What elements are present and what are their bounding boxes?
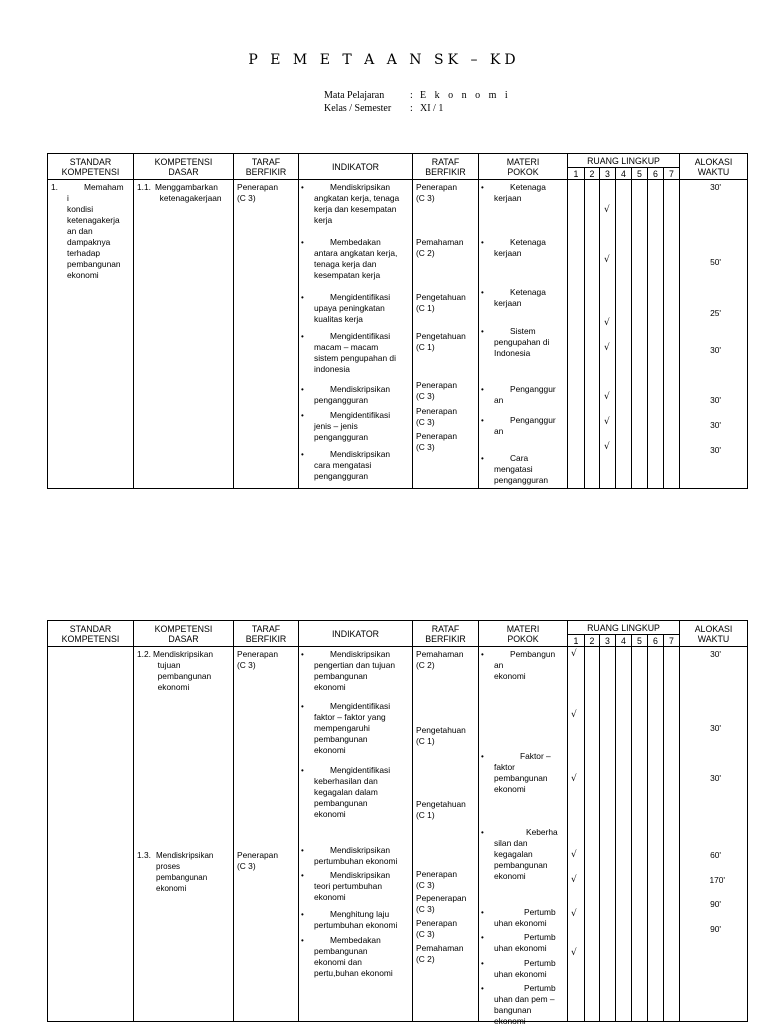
indikator-item: • Mengidentifikasi jenis – jenis pengangguran — [301, 410, 391, 442]
waktu-value: 30' — [710, 395, 722, 405]
header-indikator: INDIKATOR — [299, 154, 413, 180]
rataf-value: Penerapan (C 3) — [416, 431, 457, 452]
sk-cell — [48, 180, 134, 489]
indikator-cell — [299, 180, 413, 489]
header-kompetensi-dasar: KOMPETENSI DASAR — [134, 154, 234, 180]
check-icon: √ — [571, 850, 577, 860]
materi-item: • Faktor – faktor pembangunan ekonomi — [481, 751, 551, 794]
rataf-value: Penerapan (C 3) — [416, 406, 457, 427]
bullet-icon: • — [301, 238, 304, 247]
header-taraf-berfikir: TARAF BERFIKIR — [234, 154, 299, 180]
materi-item: • Pertumb uhan ekonomi — [481, 958, 556, 979]
materi-cell — [479, 647, 568, 1026]
bullet-icon: • — [301, 910, 304, 919]
indikator-item: • Mengidentifikasi macam – macam sistem pengupahan di indonesia — [301, 331, 396, 374]
bullet-icon: • — [481, 650, 484, 659]
header-alokasi-waktu: ALOKASI WAKTU — [680, 154, 748, 180]
check-icon: √ — [604, 442, 610, 452]
kd-text: Mendiskripsikan tujuan pembangunan ekonomi — [153, 649, 214, 692]
waktu-value: 30' — [710, 445, 722, 455]
rataf-value: Pemahaman (C 2) — [416, 649, 464, 670]
materi-item: • Ketenaga kerjaan — [481, 287, 546, 308]
header-ruang-lingkup: RUANG LINGKUP — [568, 621, 680, 635]
check-icon: √ — [571, 948, 577, 958]
sk-number: 1. — [51, 182, 58, 192]
waktu-value: 170' — [709, 875, 726, 885]
rataf-value: Pemahaman (C 2) — [416, 943, 464, 964]
indikator-item: • Mendiskripsikan pengertian dan tujuan pembangunan ekonomi — [301, 649, 396, 692]
bullet-icon: • — [481, 385, 484, 394]
sk-cell — [48, 647, 134, 1022]
header-rl-num: 2 — [585, 168, 600, 180]
rl-col-4 — [616, 647, 632, 1022]
bullet-icon: • — [481, 984, 484, 993]
indikator-item: • Mengidentifikasi upaya peningkatan kualitas kerja — [301, 292, 391, 324]
header-ruang-lingkup: RUANG LINGKUP — [568, 154, 680, 168]
header-rl-num: 3 — [600, 635, 616, 647]
bullet-icon: • — [481, 933, 484, 942]
bullet-icon: • — [481, 238, 484, 247]
rl-col-3 — [600, 647, 616, 1022]
rataf-value: Pengetahuan (C 1) — [416, 292, 466, 313]
subject-label: Mata Pelajaran — [324, 90, 385, 101]
indikator-item: • Mendiskripsikan angkatan kerja, tenaga kerja dan kesempatan kerja — [301, 182, 400, 225]
header-materi-pokok: MATERI POKOK — [479, 621, 568, 647]
header-rl-num: 7 — [664, 635, 680, 647]
kd-text: Menggambarkan ketenagakerjaan — [155, 182, 222, 203]
indikator-item: • Mengidentifikasi keberhasilan dan kegagalan dalam pembangunan ekonomi — [301, 765, 391, 819]
waktu-value: 25' — [710, 308, 722, 318]
header-rl-num: 5 — [632, 635, 648, 647]
waktu-value: 90' — [710, 924, 722, 934]
bullet-icon: • — [481, 416, 484, 425]
check-icon: √ — [571, 909, 577, 919]
materi-item: • Cara mengatasi pengangguran — [481, 453, 549, 485]
header-materi-pokok: MATERI POKOK — [479, 154, 568, 180]
waktu-value: 30' — [710, 773, 722, 783]
check-icon: √ — [604, 318, 610, 328]
taraf-value: Penerapan (C 3) — [237, 649, 278, 670]
rataf-value: Pemahaman (C 2) — [416, 237, 464, 258]
kd-number: 1.1. — [137, 182, 151, 192]
materi-item: • Pembangun an ekonomi — [481, 649, 556, 681]
check-icon: √ — [604, 392, 610, 402]
bullet-icon: • — [301, 411, 304, 420]
header-rl-num: 1 — [568, 168, 585, 180]
rl-col-6 — [648, 647, 664, 1022]
bullet-icon: • — [301, 871, 304, 880]
rl-col-2 — [585, 647, 600, 1022]
rataf-value: Penerapan (C 3) — [416, 869, 457, 890]
materi-item: • Ketenaga kerjaan — [481, 237, 546, 258]
taraf-cell — [234, 647, 299, 1022]
check-icon: √ — [571, 649, 577, 659]
kd-number: 1.2. — [137, 649, 151, 659]
rl-col-1 — [568, 180, 585, 489]
class-colon: : — [410, 103, 413, 114]
mapping-table-1 — [47, 153, 748, 489]
header-rl-num: 2 — [585, 635, 600, 647]
header-rl-num: 4 — [616, 168, 632, 180]
rl-col-5 — [632, 647, 648, 1022]
header-taraf-berfikir: TARAF BERFIKIR — [234, 621, 299, 647]
bullet-icon: • — [481, 828, 484, 837]
kd-cell — [134, 647, 234, 1022]
rataf-value: Pengetahuan (C 1) — [416, 331, 466, 352]
indikator-item: • Mendiskripsikan teori pertumbuhan ekonomi — [301, 870, 391, 902]
waktu-value: 30' — [710, 345, 722, 355]
rl-col-2 — [585, 180, 600, 489]
rataf-value: Pengetahuan (C 1) — [416, 799, 466, 820]
subject-row — [324, 90, 511, 101]
bullet-icon: • — [301, 293, 304, 302]
waktu-cell — [680, 647, 748, 1022]
rataf-cell — [413, 180, 479, 489]
bullet-icon: • — [481, 752, 484, 761]
rl-col-4 — [616, 180, 632, 489]
class-label: Kelas / Semester — [324, 103, 392, 114]
mapping-table-2 — [47, 620, 748, 1026]
check-icon: √ — [571, 774, 577, 784]
bullet-icon: • — [301, 385, 304, 394]
check-icon: √ — [604, 255, 610, 265]
rl-col-5 — [632, 180, 648, 489]
waktu-cell — [680, 180, 748, 489]
header-kompetensi-dasar: KOMPETENSI DASAR — [134, 621, 234, 647]
bullet-icon: • — [301, 766, 304, 775]
subject-colon: : — [410, 90, 413, 101]
indikator-item: • Membedakan pembangunan ekonomi dan pertu,buhan ekonomi — [301, 935, 393, 978]
indikator-item: • Mendiskripsikan cara mengatasi pengangguran — [301, 449, 391, 481]
class-value: XI / 1 — [420, 103, 444, 114]
sk-text: i kondisi ketenagakerja an dan dampaknya terhadap pembangunan ekonomi — [67, 193, 121, 280]
indikator-item: • Menghitung laju pertumbuhan ekonomi — [301, 909, 398, 930]
rataf-value: Pepenerapan (C 3) — [416, 893, 467, 914]
bullet-icon: • — [481, 327, 484, 336]
indikator-cell — [299, 647, 413, 1022]
kd-number: 1.3. — [137, 850, 151, 860]
header-standar-kompetensi: STANDAR KOMPETENSI — [48, 621, 134, 647]
materi-item: • Keberha silan dan kegagalan pembangunan ekonomi — [481, 827, 558, 881]
check-icon: √ — [604, 417, 610, 427]
materi-item: • Pertumb uhan ekonomi — [481, 907, 556, 928]
materi-cell — [479, 180, 568, 489]
class-row — [324, 103, 443, 114]
header-rataf-berfikir: RATAF BERFIKIR — [413, 621, 479, 647]
waktu-value: 30' — [710, 649, 722, 659]
kd-cell — [134, 180, 234, 489]
rl-col-7 — [664, 647, 680, 1022]
rl-col-7 — [664, 180, 680, 489]
check-icon: √ — [571, 875, 577, 885]
bullet-icon: • — [301, 332, 304, 341]
header-rl-num: 6 — [648, 168, 664, 180]
materi-item: • Pertumb uhan ekonomi — [481, 932, 556, 953]
rataf-value: Penerapan (C 3) — [416, 182, 457, 203]
rataf-value: Penerapan (C 3) — [416, 380, 457, 401]
bullet-icon: • — [481, 454, 484, 463]
indikator-item: • Mendiskripsikan pertumbuhan ekonomi — [301, 845, 398, 866]
bullet-icon: • — [481, 183, 484, 192]
check-icon: √ — [571, 710, 577, 720]
subject-value: E k o n o m i — [420, 90, 511, 101]
bullet-icon: • — [301, 936, 304, 945]
waktu-value: 30' — [710, 723, 722, 733]
taraf-value: Penerapan (C 3) — [237, 182, 278, 203]
waktu-value: 60' — [710, 850, 722, 860]
bullet-icon: • — [481, 959, 484, 968]
rl-col-3 — [600, 180, 616, 489]
waktu-value: 50' — [710, 257, 722, 267]
header-rl-num: 4 — [616, 635, 632, 647]
header-rataf-berfikir: RATAF BERFIKIR — [413, 154, 479, 180]
bullet-icon: • — [301, 702, 304, 711]
materi-item: • Sistem pengupahan di Indonesia — [481, 326, 550, 358]
rl-col-6 — [648, 180, 664, 489]
sk-text-head: Memaham — [84, 182, 124, 192]
materi-item: • Ketenaga kerjaan — [481, 182, 546, 203]
waktu-value: 90' — [710, 899, 722, 909]
rl-col-1 — [568, 647, 585, 1022]
indikator-item: • Mengidentifikasi faktor – faktor yang mempengaruhi pembangunan ekonomi — [301, 701, 391, 755]
materi-item: • Penganggur an — [481, 415, 556, 436]
indikator-item: • Membedakan antara angkatan kerja, tenaga kerja dan kesempatan kerja — [301, 237, 398, 280]
header-standar-kompetensi: STANDAR KOMPETENSI — [48, 154, 134, 180]
indikator-item: • Mendiskripsikan pengangguran — [301, 384, 391, 405]
taraf-value: Penerapan (C 3) — [237, 850, 278, 871]
rataf-value: Pengetahuan (C 1) — [416, 725, 466, 746]
kd-text: Mendiskripsikan proses pembangunan ekonomi — [156, 851, 214, 893]
rataf-cell — [413, 647, 479, 1022]
check-icon: √ — [604, 205, 610, 215]
header-rl-num: 6 — [648, 635, 664, 647]
rataf-value: Penerapan (C 3) — [416, 918, 457, 939]
header-rl-num: 7 — [664, 168, 680, 180]
header-rl-num: 3 — [600, 168, 616, 180]
bullet-icon: • — [301, 846, 304, 855]
header-rl-num: 1 — [568, 635, 585, 647]
waktu-value: 30' — [710, 182, 722, 192]
bullet-icon: • — [301, 183, 304, 192]
check-icon: √ — [604, 343, 610, 353]
bullet-icon: • — [301, 450, 304, 459]
header-rl-num: 5 — [632, 168, 648, 180]
header-indikator: INDIKATOR — [299, 621, 413, 647]
materi-item: • Pertumb uhan dan pem – bangunan ekonomi — [481, 983, 556, 1026]
materi-item: • Penganggur an — [481, 384, 556, 405]
page-title: P E M E T A A N SK – KD — [248, 52, 520, 68]
bullet-icon: • — [481, 908, 484, 917]
bullet-icon: • — [481, 288, 484, 297]
waktu-value: 30' — [710, 420, 722, 430]
header-alokasi-waktu: ALOKASI WAKTU — [680, 621, 748, 647]
taraf-cell — [234, 180, 299, 489]
bullet-icon: • — [301, 650, 304, 659]
